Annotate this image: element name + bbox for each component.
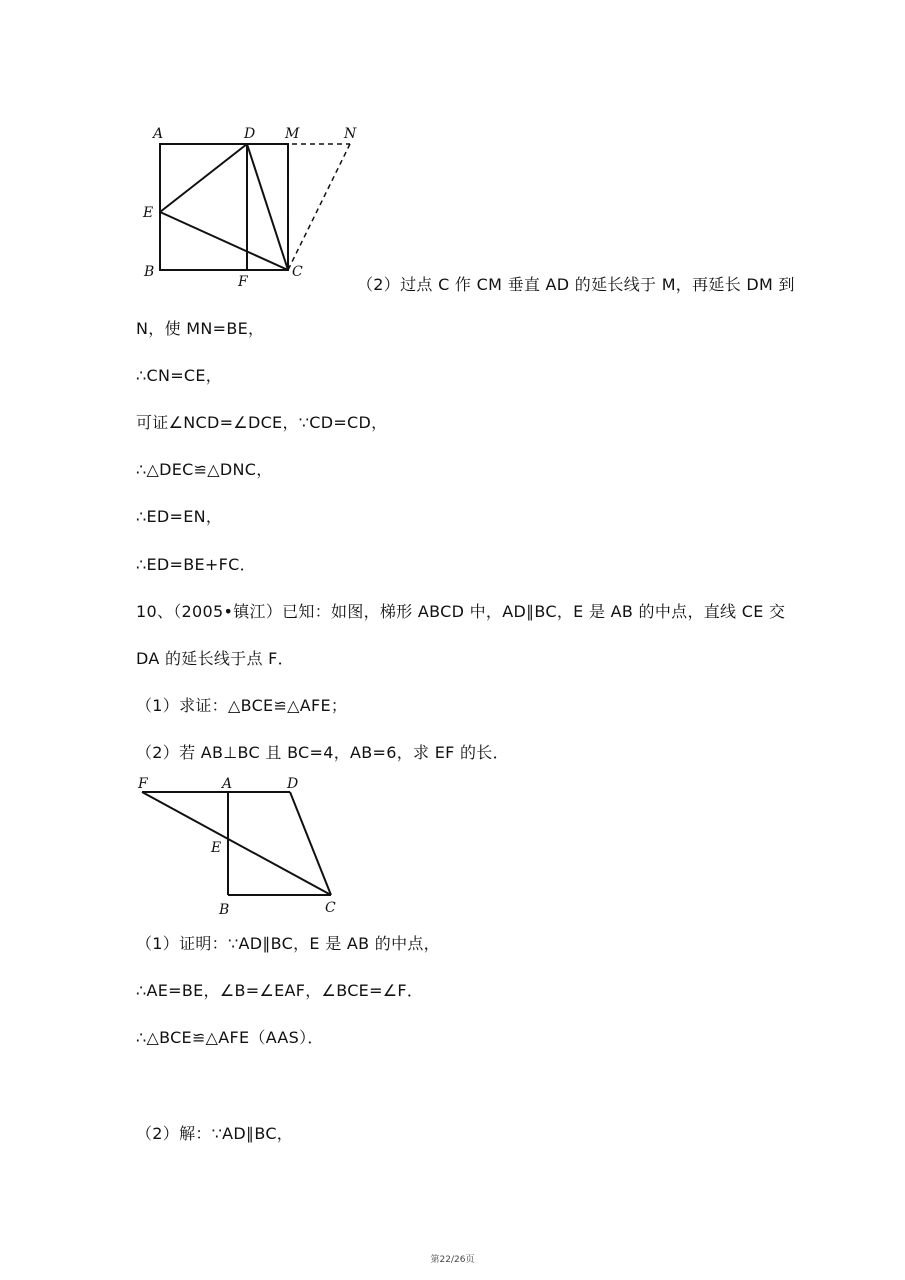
text-line-4: 可证∠NCD=∠DCE，∵CD=CD， — [136, 413, 388, 432]
segment-dc — [290, 792, 331, 895]
segment-nc-dashed — [288, 144, 350, 270]
label-n: N — [344, 126, 357, 142]
problem-10-part-1: （1）求证：△BCE≌△AFE； — [136, 696, 348, 715]
text-line-7: ∴ED=BE+FC． — [136, 555, 256, 574]
text-line-1: （2）过点 C 作 CM 垂直 AD 的延长线于 M，再延长 DM 到 — [357, 275, 795, 294]
proof-line-2: ∴AE=BE，∠B=∠EAF，∠BCE=∠F． — [136, 981, 424, 1000]
label-m: M — [285, 126, 300, 142]
label-e: E — [211, 840, 222, 856]
proof-line-3: ∴△BCE≌△AFE（AAS）． — [136, 1028, 324, 1047]
label-d: D — [244, 126, 256, 142]
segment-ed — [160, 144, 247, 212]
segment-ec — [160, 212, 288, 270]
problem-10-line-2: DA 的延长线于点 F． — [136, 649, 294, 668]
segment-fc — [142, 792, 331, 895]
label-f: F — [238, 274, 248, 290]
text-line-5: ∴△DEC≌△DNC， — [136, 460, 273, 479]
page-number: 第22/26页 — [430, 1255, 475, 1265]
text-line-3: ∴CN=CE， — [136, 366, 223, 385]
label-b: B — [144, 264, 155, 280]
label-a: A — [222, 776, 233, 792]
label-a: A — [153, 126, 164, 142]
segment-dc — [247, 144, 288, 270]
solution-line-1: （2）解：∵AD∥BC， — [136, 1124, 294, 1143]
label-f: F — [138, 776, 148, 792]
text-line-2: N，使 MN=BE， — [136, 319, 265, 338]
label-c: C — [292, 264, 303, 280]
label-d: D — [287, 776, 299, 792]
label-b: B — [219, 902, 230, 918]
problem-10-part-2: （2）若 AB⊥BC 且 BC=4，AB=6，求 EF 的长． — [136, 743, 509, 762]
label-c: C — [325, 900, 336, 916]
figure-trapezoid-abcd — [130, 768, 350, 920]
problem-10-line-1: 10、（2005•镇江）已知：如图，梯形 ABCD 中，AD∥BC，E 是 AB 的中点，直线 CE 交 — [136, 602, 786, 621]
label-e: E — [143, 205, 154, 221]
proof-line-1: （1）证明：∵AD∥BC，E 是 AB 的中点， — [136, 934, 440, 953]
figure-square-abcd — [130, 118, 370, 293]
text-line-6: ∴ED=EN， — [136, 507, 223, 526]
